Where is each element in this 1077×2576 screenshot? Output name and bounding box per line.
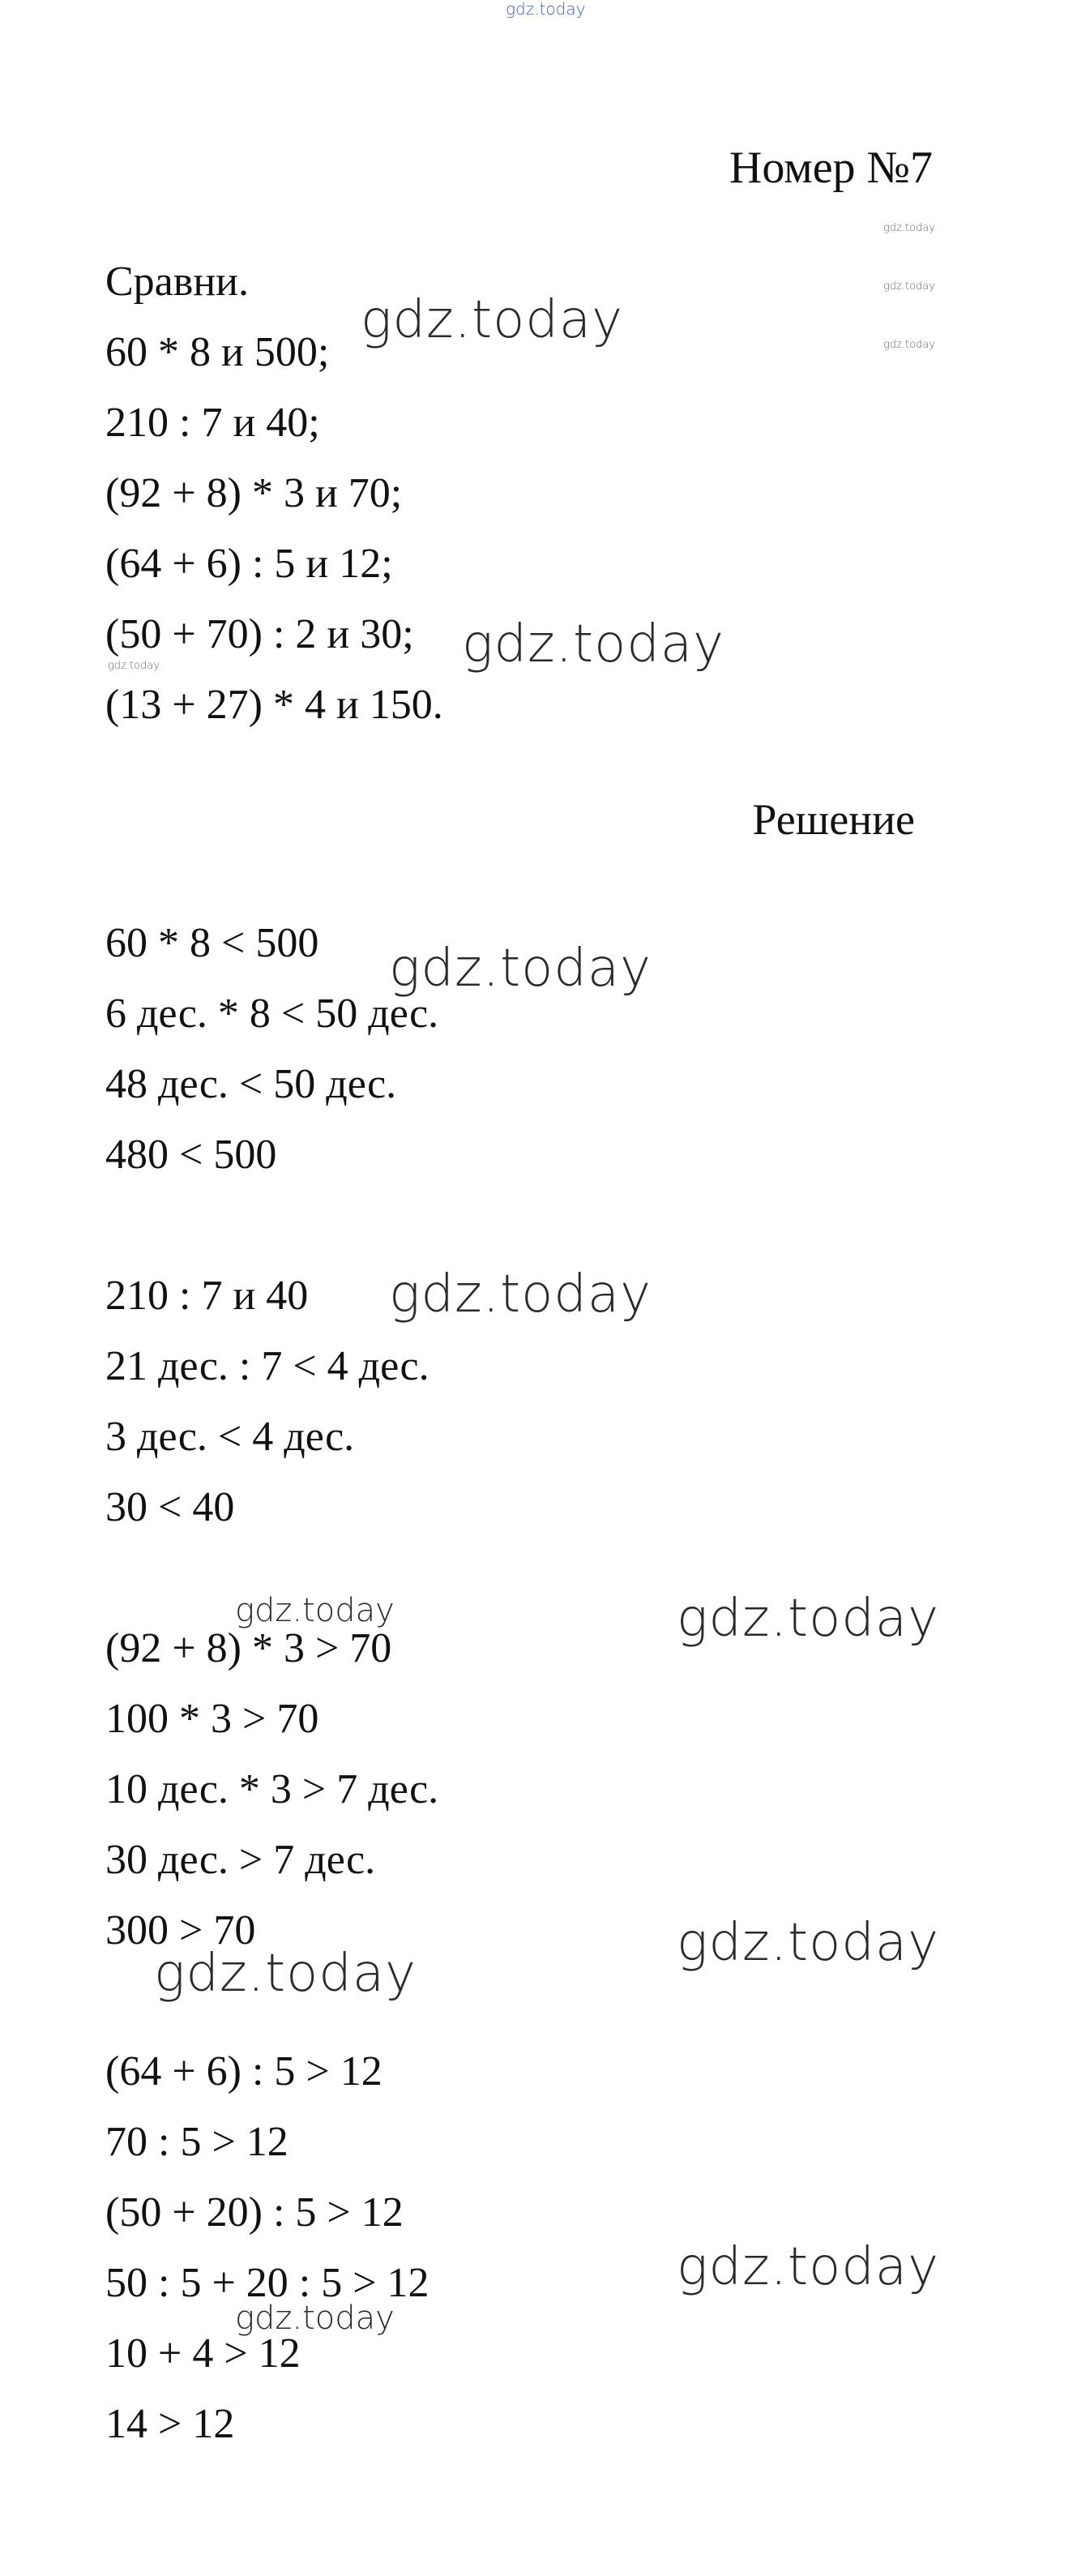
- task-item: 60 * 8 и 500;: [105, 329, 330, 375]
- solution-line: 100 * 3 > 70: [105, 1696, 319, 1742]
- watermark: gdz.today: [235, 1592, 395, 1629]
- solution-line: 480 < 500: [105, 1132, 277, 1178]
- solution-heading: Решение: [752, 795, 915, 844]
- solution-line: 300 > 70: [105, 1907, 256, 1953]
- task-item: 210 : 7 и 40;: [105, 400, 320, 446]
- watermark: gdz.today: [389, 1264, 652, 1324]
- watermark: gdz.today: [154, 1944, 417, 2004]
- solution-line: 21 дес. : 7 < 4 дес.: [105, 1343, 430, 1389]
- solution-line: 210 : 7 и 40: [105, 1273, 309, 1319]
- solution-line: 10 дес. * 3 > 7 дес.: [105, 1766, 439, 1812]
- solution-line: 30 < 40: [105, 1484, 235, 1530]
- watermark-top: gdz.today: [506, 0, 586, 19]
- watermark: gdz.today: [677, 2237, 939, 2297]
- solution-line: 50 : 5 + 20 : 5 > 12: [105, 2260, 430, 2306]
- watermark: gdz.today: [677, 1913, 939, 1973]
- task-item: (64 + 6) : 5 и 12;: [105, 541, 393, 587]
- solution-line: (64 + 6) : 5 > 12: [105, 2048, 383, 2095]
- watermark-small: gdz.today: [108, 660, 160, 672]
- solution-line: 48 дес. < 50 дес.: [105, 1061, 397, 1107]
- task-item: (92 + 8) * 3 и 70;: [105, 470, 403, 516]
- watermark: gdz.today: [677, 1589, 939, 1649]
- solution-line: 30 дес. > 7 дес.: [105, 1837, 376, 1883]
- solution-line: (50 + 20) : 5 > 12: [105, 2189, 404, 2236]
- solution-line: 70 : 5 > 12: [105, 2119, 288, 2165]
- watermark-small: gdz.today: [883, 280, 935, 293]
- solution-line: 10 + 4 > 12: [105, 2330, 301, 2377]
- solution-line: (92 + 8) * 3 > 70: [105, 1625, 392, 1671]
- watermark: gdz.today: [462, 614, 724, 674]
- watermark: gdz.today: [389, 939, 652, 999]
- solution-line: 14 > 12: [105, 2401, 235, 2447]
- task-item: (13 + 27) * 4 и 150.: [105, 682, 443, 728]
- watermark: gdz.today: [235, 2300, 395, 2337]
- watermark-small: gdz.today: [883, 222, 935, 234]
- task-heading: Сравни.: [105, 259, 249, 305]
- solution-line: 60 * 8 < 500: [105, 920, 319, 966]
- solution-line: 6 дес. * 8 < 50 дес.: [105, 991, 439, 1037]
- watermark: gdz.today: [361, 290, 623, 350]
- task-item: (50 + 70) : 2 и 30;: [105, 611, 414, 657]
- page-title: Номер №7: [729, 143, 933, 193]
- solution-line: 3 дес. < 4 дес.: [105, 1414, 355, 1460]
- watermark-small: gdz.today: [883, 339, 935, 351]
